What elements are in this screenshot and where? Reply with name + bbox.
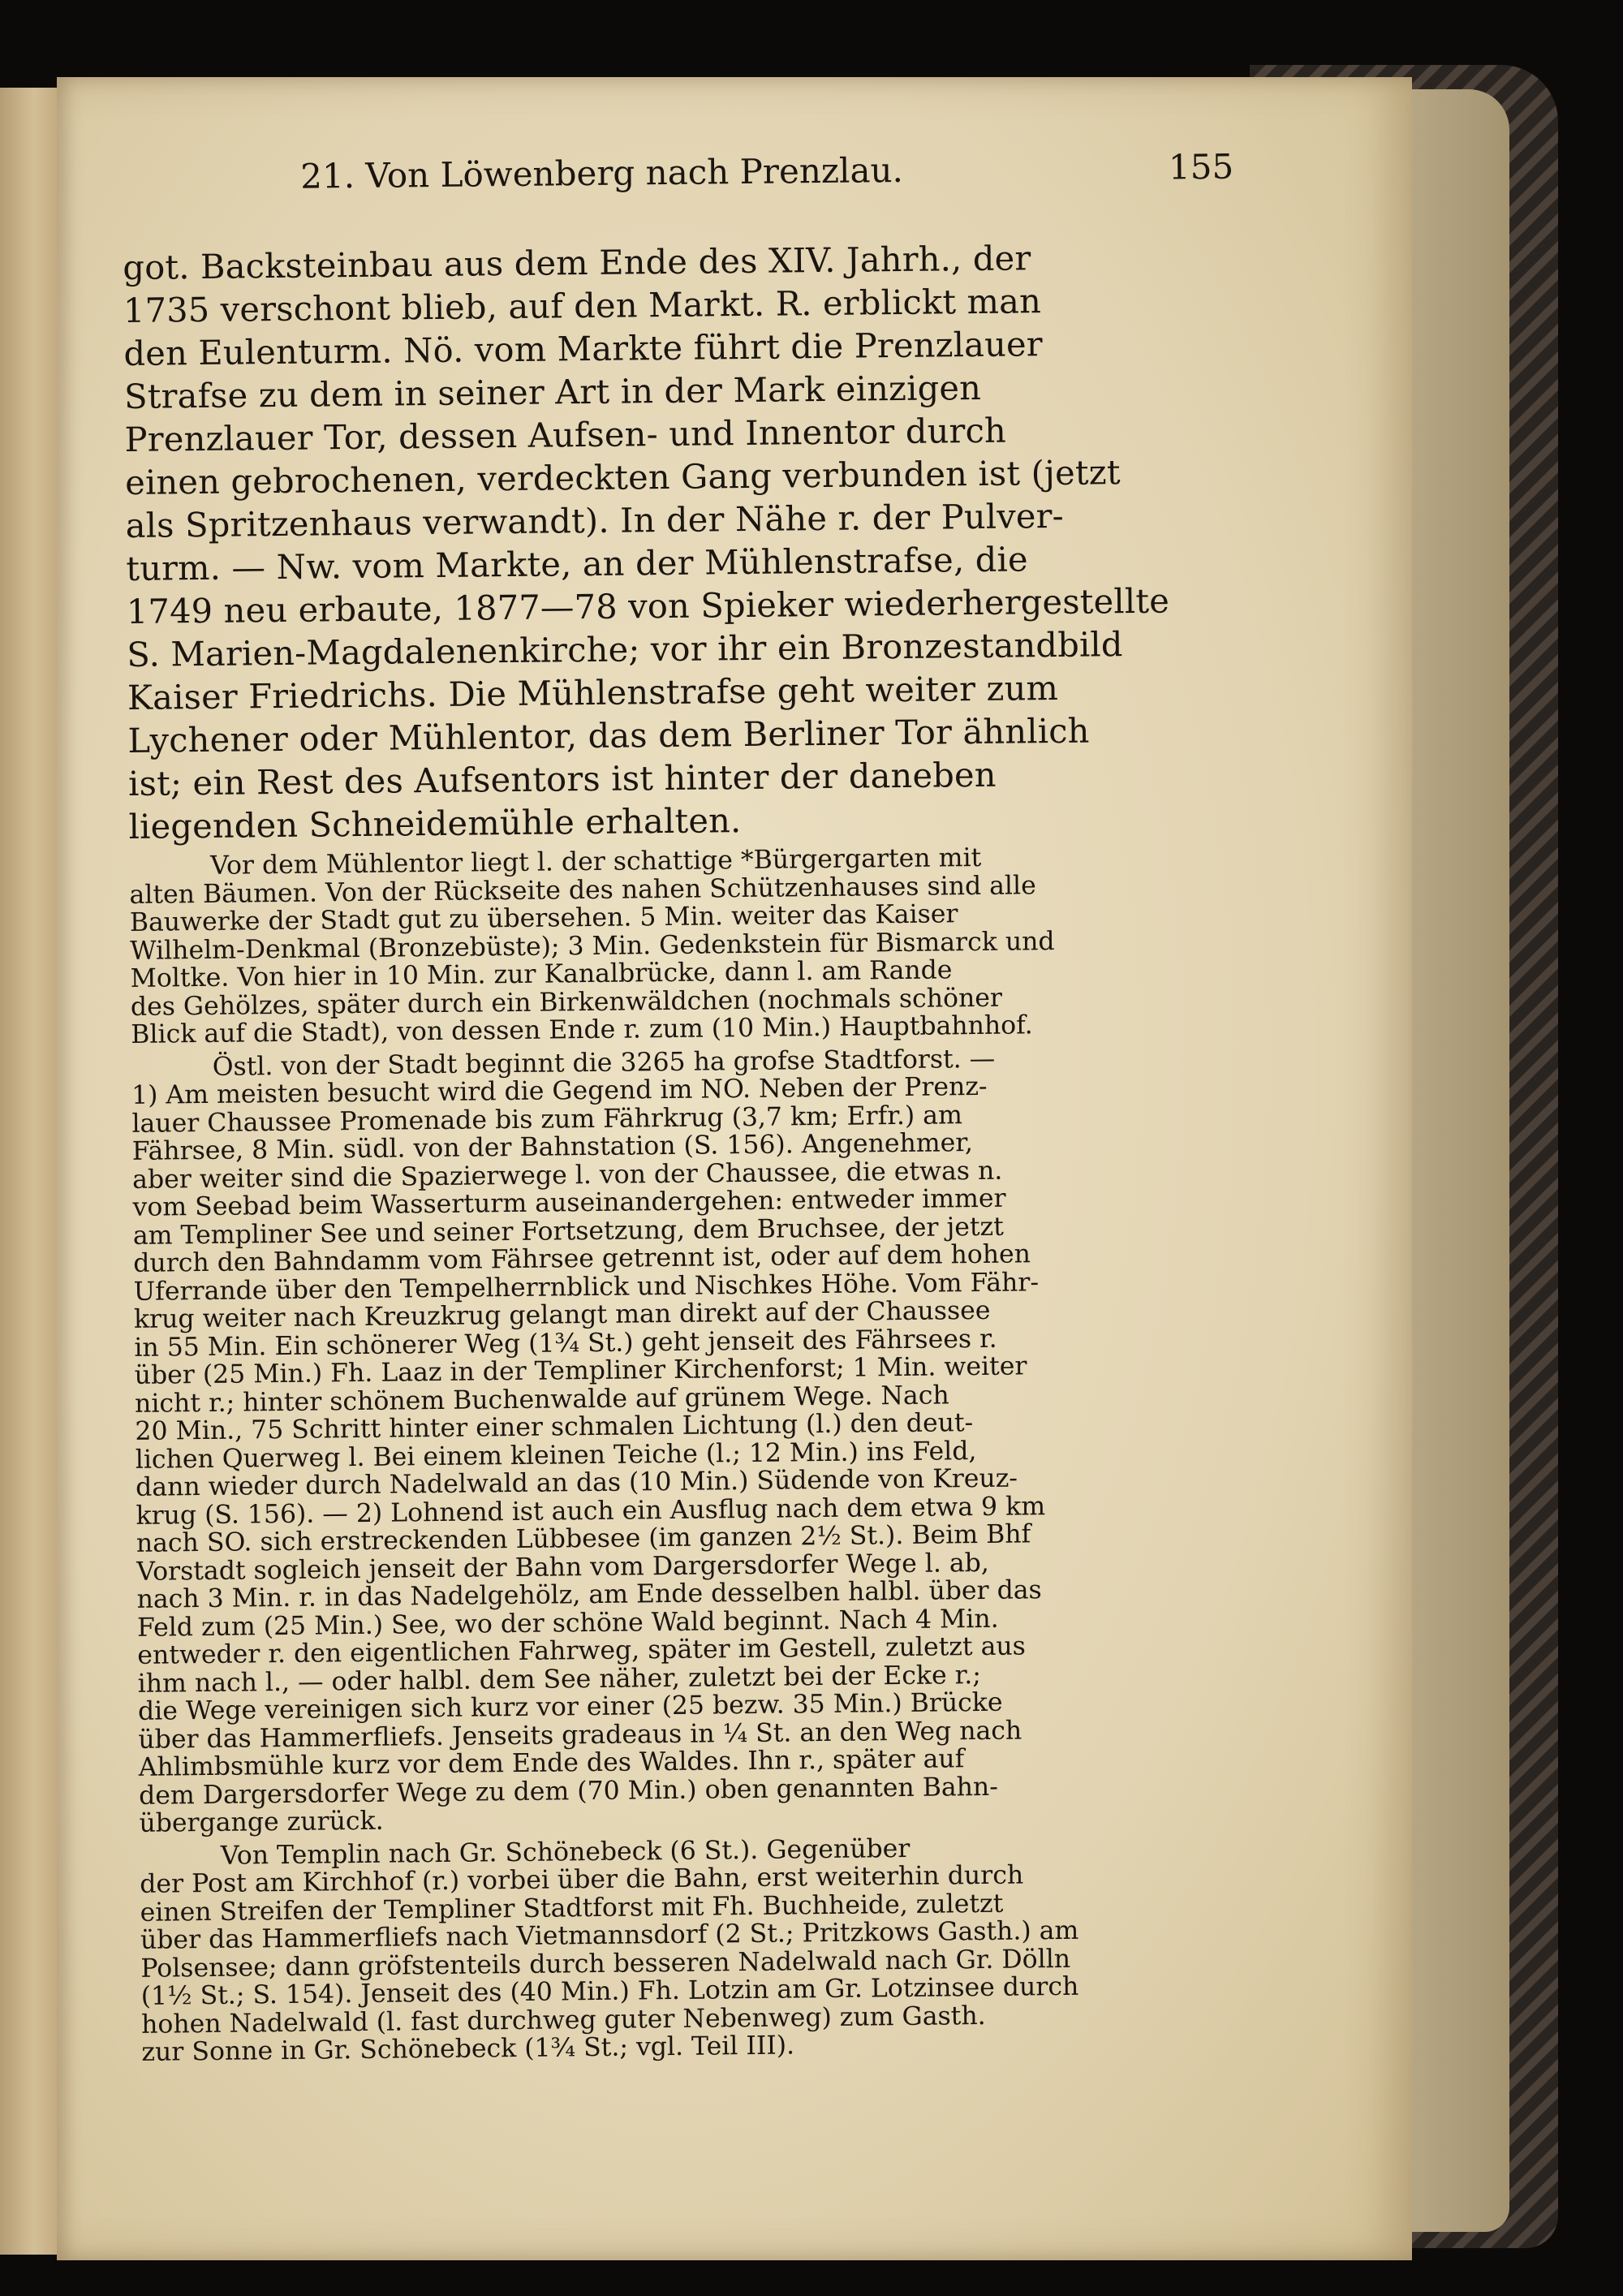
previous-page-edge [0,88,60,2255]
chapter-title: 21. Von Löwenberg nach Prenzlau. [299,149,904,196]
book-page [57,77,1412,2260]
note-paragraph-garden: Vor dem Mühlentor liegt l. der schattige *Bürgergarten mit alten Bäumen. Von der Rückseite des nahen Schützenhauses sind alle Bauwerke der Stadt gut zu übersehen. 5 Min. weiter das Kaiser Wilhelm-Denkmal (Bronzebüste); 3 Min. Gedenkstein für Bismarck und Moltke. Von hier in 10 Min. zur Kanalbrücke, dann l. am Rande des Gehölzes, später durch ein Birkenwäldchen (nochmals schöner Blick auf die Stadt), von dessen Ende r. zum (10 Min.) Hauptbahnhof. [129,842,1055,1049]
note-paragraph-stadtforst: Östl. von der Stadt beginnt die 3265 ha grofse Stadtforst. — 1) Am meisten besucht wird die Gegend im NO. Neben der Prenz- lauer Chaussee Promenade bis zum Fährkrug (3,7 km; Erfr.) am Fährsee, 8 Min. südl. von der Bahnstation (S. 156). Angenehmer, aber weiter sind die Spazierwege l. von der Chaussee, die etwas n. vom Seebad beim Wasserturm auseinandergehen: entweder immer am Templiner See und seiner Fortsetzung, dem Bruchsee, der jetzt durch den Bahndamm vom Fährsee getrennt ist, oder auf dem hohen Uferrande über den Tempelherrnblick und Nischkes Höhe. Vom Fähr- krug weiter nach Kreuzkrug gelangt man direkt auf der Chaussee in 55 Min. Ein schönerer Weg (1¾ St.) geht jenseit des Fährsees r. über (25 Min.) Fh. Laaz in der Templiner Kirchenforst; 1 Min. weiter nicht r.; hinter schönem Buchenwalde auf grünem Wege. Nach 20 Min., 75 Schritt hinter einer schmalen Lichtung (l.) den deut- lichen Querweg l. Bei einem kleinen Teiche (l.; 12 Min.) ins Feld, dann wieder durch Nadelwald an das (10 Min.) Südende von Kreuz- krug (S. 156). — 2) Lohnend ist auch ein Ausflug nach dem etwa 9 km nach SO. sich erstreckenden Lübbesee (im ganzen 2½ St.). Beim Bhf Vorstadt sogleich jenseit der Bahn vom Dargersdorfer Wege l. ab, nach 3 Min. r. in das Nadelgehölz, am Ende desselben halbl. über das Feld zum (25 Min.) See, wo der schöne Wald beginnt. Nach 4 Min. entweder r. den eigentlichen Fahrweg, später im Gestell, zuletzt aus ihm nach l., — oder halbl. dem See näher, zuletzt bei der Ecke r.; die Wege vereinigen sich kurz vor einer (25 bezw. 35 Min.) Brücke über das Hammerfliefs. Jenseits gradeaus in ¼ St. an den Weg nach Ahlimbsmühle kurz vor dem Ende des Waldes. Ihn r., später auf dem Dargersdorfer Wege zu dem (70 Min.) oben genannten Bahn- übergange zurück. [131,1044,1046,1838]
page-content [122,146,1294,2066]
note-paragraph-schoenebeck: Von Templin nach Gr. Schönebeck (6 St.). Gegenüber der Post am Kirchhof (r.) vorbei über die Bahn, erst weiterhin durch einen Streifen der Templiner Stadtforst mit Fh. Buchheide, zuletzt über das Hammerfliefs nach Vietmannsdorf (2 St.; Pritzkows Gasth.) am Polsensee; dann gröfstenteils durch besseren Nadelwald nach Gr. Dölln (1½ St.; S. 154). Jenseit des (40 Min.) Fh. Lotzin am Gr. Lotzinsee durch hohen Nadelwald (l. fast durchweg guter Nebenweg) zum Gasth. zur Sonne in Gr. Schönebeck (1¾ St.; vgl. Teil III). [140,1833,1079,2067]
running-header [122,146,1275,231]
main-paragraph: got. Backsteinbau aus dem Ende des XIV. Jahrh., der 1735 verschont blieb, auf den Markt. R. erblickt man den Eulenturm. Nö. vom Markte führt die Prenzlauer Strafse zu dem in seiner Art in der Mark einzigen Prenzlauer Tor, dessen Aufsen- und Innentor durch einen gebrochenen, verdeckten Gang verbunden ist (jetzt als Spritzenhaus verwandt). In der Nähe r. der Pulver- turm. — Nw. vom Markte, an der Mühlenstrafse, die 1749 neu erbaute, 1877—78 von Spieker wiederhergestellte S. Marien-Magdalenenkirche; vor ihr ein Bronzestandbild Kaiser Friedrichs. Die Mühlenstrafse geht weiter zum Lychener oder Mühlentor, das dem Berliner Tor ähnlich ist; ein Rest des Aufsentors ist hinter der daneben liegenden Schneidemühle erhalten. [123,238,1170,846]
page-number: 155 [1168,146,1234,187]
